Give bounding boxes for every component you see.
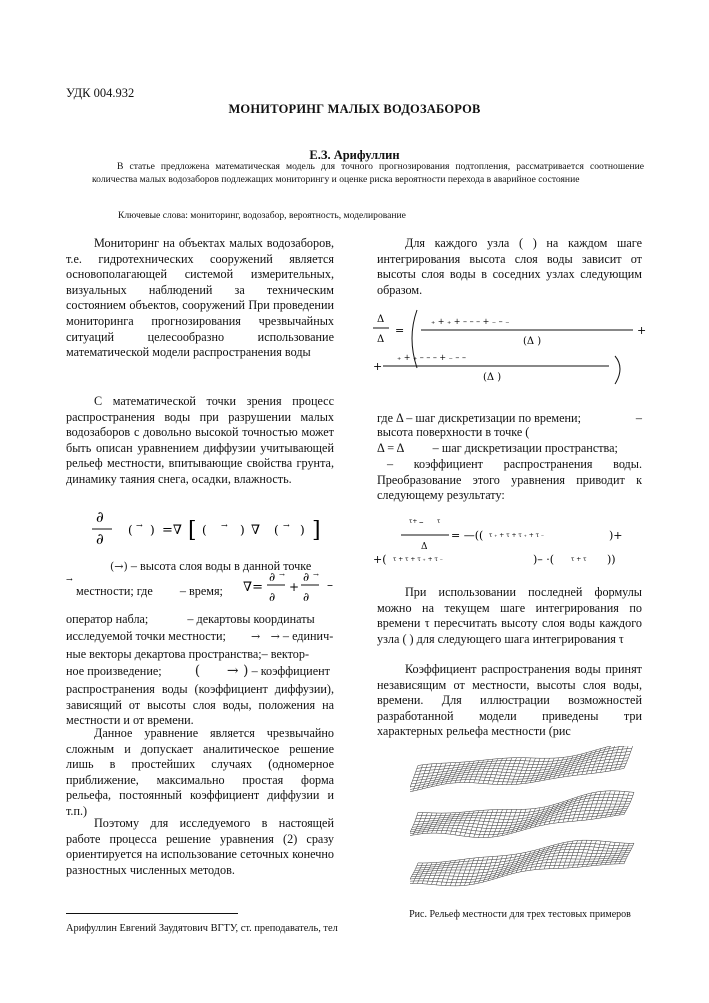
svg-text:∂: ∂ [96,508,104,526]
svg-text:→: → [313,571,319,579]
svg-text:+: + [373,360,383,373]
left-line-7: распространения воды (коэффициент диффузии), зависящий от высоты слоя воды, положения на местности и от времени. [66,682,334,728]
svg-text:∂: ∂ [269,590,276,604]
svg-text:+: + [637,324,647,337]
svg-text:=: = [395,324,405,337]
left-paragraph-2: С математической точки зрения процесс распространения воды при разрушении малых водозаборов с довольно высокой точностью может быть описан уравнением диффузии учитывающей рельеф местности, впитывающие свойства грунта, динамику таяния снега, осадки, влажность. [66,394,334,486]
svg-text:(: ( [202,523,207,537]
author-footnote: Арифуллин Евгений Заудятович ВГТУ, ст. преподаватель, тел [66,923,338,934]
svg-text:]: ] [312,518,321,543]
svg-text:₊ + ₊ + – – – + ₋ –: ₊ + ₊ + – – – + ₋ – ₋ [431,317,510,326]
right-paragraph-3: Коэффициент распространения воды принят независящим от местности, высоты слоя воды, времени. Для иллюстрации возможностей разработанной модели приведены три характерных рельефа местности (рис [377,662,642,739]
svg-text:+: + [289,580,300,594]
svg-text:∂: ∂ [303,570,310,584]
left-line-1: (→) – высота слоя воды в данной точке [110,559,312,573]
right-paragraph-2: При использовании последней формулы можно на текущем шаге интегрирования по времени τ пересчитать высоту слоя воды каждого узла ( ) для следующего шага интегрирования τ [377,585,642,646]
svg-text:∇=: ∇= [243,580,263,595]
svg-text:Δ: Δ [377,334,385,345]
keywords: Ключевые слова: мониторинг, водозабор, вероятность, моделирование [118,210,406,221]
terrain-surface-1 [410,746,634,792]
terrain-surface-3 [410,840,634,886]
left-line-5: ные векторы декартова пространства;– вектор- [66,647,310,661]
right-line-2: высота поверхности в точке ( [377,425,530,439]
author-name: Е.З. Арифуллин [309,148,400,162]
svg-text:): ) [240,523,245,537]
svg-text:): ) [150,523,155,537]
svg-text:₊ + ₊ – – – + ₋ – –: ₊ + ₊ – – – + ₋ – – [397,353,466,362]
svg-text:∂: ∂ [96,530,104,548]
svg-text:∂: ∂ [269,570,276,584]
terrain-relief-figure [410,746,642,898]
right-line-3: Δ = Δ – шаг дискретизации пространства; [377,441,618,455]
svg-text:Δ: Δ [377,314,385,325]
svg-text:=∇: =∇ [162,523,182,538]
svg-text:→: → [66,575,73,584]
svg-text:(Δ ): (Δ ) [483,372,502,383]
right-line-1: где Δ – шаг дискретизации по времени; – [377,411,642,425]
left-paragraph-3: Данное уравнение является чрезвычайно сложным и допускает аналитическое решение лишь в простейших случаях (одномерное приближение, максимально простая форма рельефа, постоянный коэффициент диффузии и т.п.) [66,726,334,818]
svg-text:τ+: τ+ [409,518,418,525]
svg-text:(: ( [274,523,279,537]
svg-text:+(: +( [373,553,387,566]
figure-caption: Рис. Рельеф местности для трех тестовых примеров [409,909,631,920]
svg-text:)– ·(: )– ·( [533,553,555,566]
svg-text:τ + τ + τ ₊ + τ ₋: τ + τ + τ ₊ + τ ₋ [393,556,443,563]
svg-text:= —((: = —(( [451,529,484,542]
svg-text:→: → [221,521,228,530]
discretization-equation [371,308,649,390]
svg-text:→: → [279,571,285,579]
svg-text:)+: )+ [609,529,623,542]
svg-text:∇: ∇ [251,523,261,538]
svg-text:): ) [300,523,305,537]
udk-code: УДК 004.932 [66,86,135,100]
svg-text:→: → [283,521,290,530]
svg-text:(Δ ): (Δ ) [523,336,542,347]
right-line-4: – коэффициент распространения воды. Преобразование этого уравнения приводит к следующему результату: [377,457,642,503]
svg-text:τ: τ [437,518,441,525]
vector-arrow [66,574,78,584]
svg-text:[: [ [188,518,197,543]
article-title: МОНИТОРИНГ МАЛЫХ ВОДОЗАБОРОВ [228,102,481,116]
footnote-divider [66,913,238,914]
left-line-2: местности; где – время; [76,584,223,598]
abstract: В статье предложена математическая модель для точного прогнозирования подтопления, рассматривается соотношение количества малых водозаборов подлежащих мониторингу и оценке риска вероятности перехода в аварийное состояние [92,161,644,185]
terrain-surface-2 [410,791,634,838]
left-line-4: исследуемой точки местности; → → – единич- [66,629,334,643]
svg-text:)): )) [607,553,616,566]
svg-text:(: ( [128,523,133,537]
left-paragraph-4: Поэтому для исследуемого в настоящей работе процесса решение уравнения (2) сразу ориентируется на использование сеточных конечно разностных численных методов. [66,816,334,877]
right-paragraph-1: Для каждого узла ( ) на каждом шаге интегрирования высота слоя воды зависит от высоты слоя воды в соседних узлах следующим образом. [377,236,642,297]
left-line-3: оператор набла; – декартовы координаты [66,612,315,626]
svg-text:–: – [419,518,424,528]
left-paragraph-1: Мониторинг на объектах малых водозаборов, т.е. гидротехнических сооружений является основополагающей системой измерительных, визуальных наблюдений за техническим состоянием объектов, сооружений При проведении мониторинга прогнозирования чрезвычайных ситуаций целесообразно использование математической модели распространения воды [66,236,334,360]
diffusion-equation [90,508,330,552]
svg-text:–: – [327,578,333,592]
svg-text:τ ₊ + τ + τ ₊ +: τ ₊ + τ + τ ₊ + τ ₋ [489,532,545,539]
result-equation [371,513,651,575]
svg-text:Δ: Δ [421,542,428,552]
svg-text:∂: ∂ [303,590,310,604]
svg-text:τ + τ: τ + τ [571,556,587,563]
nabla-definition [243,567,338,607]
svg-text:→: → [136,521,143,530]
left-line-6: ное произведение; ( → ) – коэффициент [66,663,330,679]
